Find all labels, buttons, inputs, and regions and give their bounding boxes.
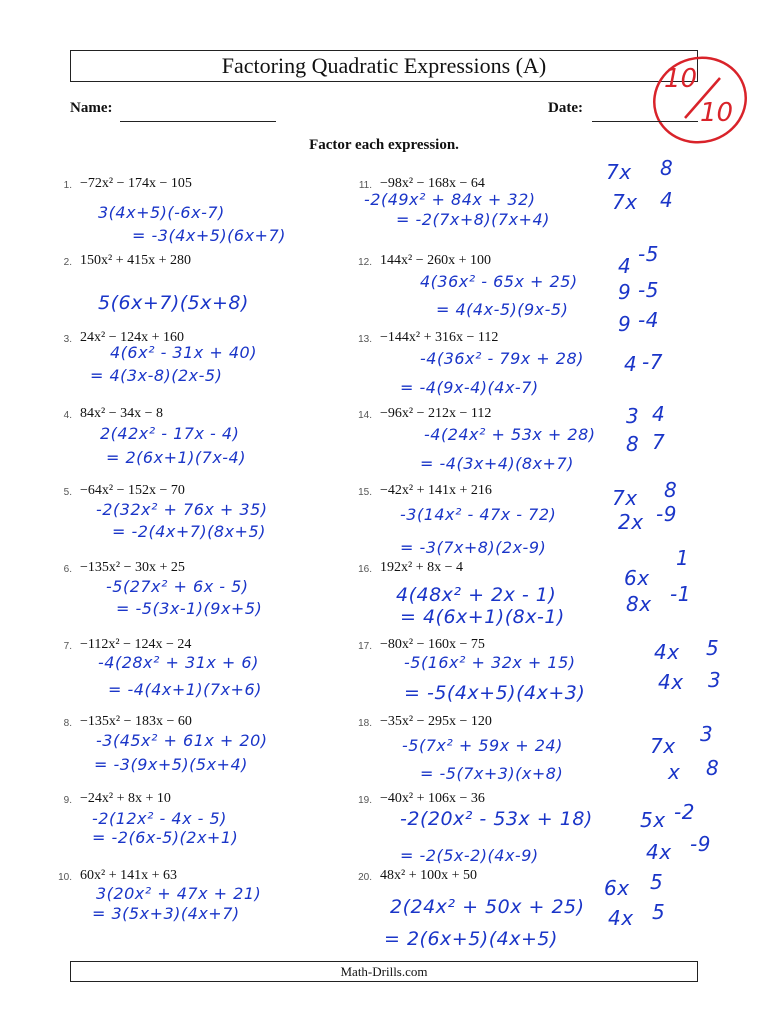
instructions: Factor each expression. bbox=[309, 137, 459, 153]
side-work-term: 7 bbox=[652, 430, 666, 454]
date-label: Date: bbox=[548, 100, 583, 116]
handwritten-work: = -4(3x+4)(8x+7) bbox=[420, 454, 574, 473]
side-work-term: -9 bbox=[656, 502, 677, 526]
side-work-term: -4 bbox=[638, 308, 659, 332]
problem-number: 8. bbox=[63, 718, 72, 729]
problem-number: 20. bbox=[358, 872, 372, 883]
side-work-term: 4x bbox=[654, 640, 680, 664]
problem-expression: −24x² + 8x + 10 bbox=[80, 791, 171, 806]
handwritten-work: = -3(7x+8)(2x-9) bbox=[400, 538, 547, 557]
side-work-term: x bbox=[668, 760, 681, 784]
side-work-term: 2x bbox=[618, 510, 644, 534]
side-work-term: 9 bbox=[618, 312, 632, 336]
problem-number: 11. bbox=[358, 180, 372, 191]
problem-expression: −64x² − 152x − 70 bbox=[80, 483, 185, 498]
side-work-term: 8 bbox=[706, 756, 720, 780]
side-work-term: 3 bbox=[708, 668, 722, 692]
side-work-term: -7 bbox=[642, 350, 663, 374]
side-work-term: 3 bbox=[700, 722, 714, 746]
handwritten-work: = -5(4x+5)(4x+3) bbox=[404, 682, 586, 704]
problem-expression: −98x² − 168x − 64 bbox=[380, 176, 485, 191]
problem-expression: −42x² + 141x + 216 bbox=[380, 483, 492, 498]
side-work-term: -5 bbox=[638, 278, 659, 302]
side-work-term: 4 bbox=[652, 402, 666, 426]
problem-expression: 48x² + 100x + 50 bbox=[380, 868, 477, 883]
problem-expression: 24x² − 124x + 160 bbox=[80, 330, 184, 345]
handwritten-work: -5(27x² + 6x - 5) bbox=[106, 577, 249, 596]
handwritten-work: 3(4x+5)(-6x-7) bbox=[98, 203, 225, 222]
handwritten-work: = 4(3x-8)(2x-5) bbox=[90, 366, 223, 385]
handwritten-work: 3(20x² + 47x + 21) bbox=[96, 884, 262, 903]
worksheet-title: Factoring Quadratic Expressions (A) bbox=[70, 50, 698, 82]
problem-number: 16. bbox=[358, 564, 372, 575]
side-work-term: 7x bbox=[612, 190, 638, 214]
handwritten-work: -4(24x² + 53x + 28) bbox=[424, 425, 596, 444]
grade-score-top: 10 bbox=[664, 64, 698, 94]
problem-expression: −135x² − 30x + 25 bbox=[80, 560, 185, 575]
side-work-term: 4 bbox=[624, 352, 638, 376]
handwritten-work: = 2(6x+1)(7x-4) bbox=[106, 448, 246, 467]
handwritten-work: 4(36x² - 65x + 25) bbox=[420, 272, 578, 291]
handwritten-work: 4(6x² - 31x + 40) bbox=[110, 343, 257, 362]
problem-expression: −112x² − 124x − 24 bbox=[80, 637, 192, 652]
date-field-line bbox=[592, 121, 698, 122]
problem-expression: 150x² + 415x + 280 bbox=[80, 253, 191, 268]
problem-number: 7. bbox=[63, 641, 72, 652]
side-work-term: 5 bbox=[652, 900, 666, 924]
handwritten-work: = -3(9x+5)(5x+4) bbox=[94, 755, 248, 774]
side-work-term: 7x bbox=[606, 160, 632, 184]
handwritten-work: 2(24x² + 50x + 25) bbox=[390, 896, 585, 918]
side-work-term: 3 bbox=[626, 404, 640, 428]
problem-number: 12. bbox=[358, 257, 372, 268]
problem-number: 6. bbox=[63, 564, 72, 575]
side-work-term: -5 bbox=[638, 242, 659, 266]
handwritten-work: -4(28x² + 31x + 6) bbox=[98, 653, 259, 672]
handwritten-work: = -5(7x+3)(x+8) bbox=[420, 764, 564, 783]
problem-expression: −72x² − 174x − 105 bbox=[80, 176, 192, 191]
handwritten-work: -2(12x² - 4x - 5) bbox=[92, 809, 227, 828]
problem-expression: 60x² + 141x + 63 bbox=[80, 868, 177, 883]
side-work-term: -1 bbox=[670, 582, 691, 606]
side-work-term: 4 bbox=[660, 188, 674, 212]
handwritten-work: -5(7x² + 59x + 24) bbox=[402, 736, 563, 755]
problem-number: 9. bbox=[63, 795, 72, 806]
side-work-term: 4x bbox=[608, 906, 634, 930]
side-work-term: 8 bbox=[660, 156, 674, 180]
side-work-term: -9 bbox=[690, 832, 711, 856]
handwritten-work: = -5(3x-1)(9x+5) bbox=[116, 599, 263, 618]
problem-expression: −144x² + 316x − 112 bbox=[380, 330, 499, 345]
handwritten-work: -5(16x² + 32x + 15) bbox=[404, 653, 576, 672]
handwritten-work: = -2(5x-2)(4x-9) bbox=[400, 846, 539, 865]
side-work-term: 4x bbox=[658, 670, 684, 694]
handwritten-work: = 3(5x+3)(4x+7) bbox=[92, 904, 240, 923]
side-work-term: 7x bbox=[612, 486, 638, 510]
problem-number: 18. bbox=[358, 718, 372, 729]
footer-source: Math-Drills.com bbox=[70, 961, 698, 982]
handwritten-work: = -2(7x+8)(7x+4) bbox=[396, 210, 550, 229]
problem-number: 3. bbox=[63, 334, 72, 345]
handwritten-work: = -4(4x+1)(7x+6) bbox=[108, 680, 262, 699]
problem-expression: 84x² − 34x − 8 bbox=[80, 406, 163, 421]
grade-score-bottom: 10 bbox=[700, 98, 734, 128]
side-work-term: 8x bbox=[626, 592, 652, 616]
handwritten-work: -2(32x² + 76x + 35) bbox=[96, 500, 268, 519]
side-work-term: 4 bbox=[618, 254, 632, 278]
handwritten-work: = 4(6x+1)(8x-1) bbox=[400, 606, 565, 628]
problem-number: 10. bbox=[58, 872, 72, 883]
name-label: Name: bbox=[70, 100, 113, 116]
side-work-term: 7x bbox=[650, 734, 676, 758]
problem-expression: −35x² − 295x − 120 bbox=[380, 714, 492, 729]
problem-number: 17. bbox=[358, 641, 372, 652]
problem-expression: −40x² + 106x − 36 bbox=[380, 791, 485, 806]
problem-expression: 144x² − 260x + 100 bbox=[380, 253, 491, 268]
problem-number: 19. bbox=[358, 795, 372, 806]
problem-number: 13. bbox=[358, 334, 372, 345]
side-work-term: 1 bbox=[676, 546, 690, 570]
side-work-term: 9 bbox=[618, 280, 632, 304]
problem-number: 1. bbox=[63, 180, 72, 191]
handwritten-work: = -4(9x-4)(4x-7) bbox=[400, 378, 539, 397]
handwritten-work: -3(45x² + 61x + 20) bbox=[96, 731, 268, 750]
handwritten-work: = 2(6x+5)(4x+5) bbox=[384, 928, 558, 950]
handwritten-work: -3(14x² - 47x - 72) bbox=[400, 505, 557, 524]
handwritten-work: -2(20x² - 53x + 18) bbox=[400, 808, 593, 830]
side-work-term: 5x bbox=[640, 808, 666, 832]
side-work-term: 4x bbox=[646, 840, 672, 864]
handwritten-work: = -3(4x+5)(6x+7) bbox=[132, 226, 286, 245]
problem-number: 14. bbox=[358, 410, 372, 421]
problem-expression: −135x² − 183x − 60 bbox=[80, 714, 192, 729]
problem-expression: −96x² − 212x − 112 bbox=[380, 406, 492, 421]
handwritten-work: -2(49x² + 84x + 32) bbox=[364, 190, 536, 209]
problem-expression: −80x² − 160x − 75 bbox=[380, 637, 485, 652]
problem-number: 15. bbox=[358, 487, 372, 498]
name-field-line bbox=[120, 121, 276, 122]
side-work-term: 6x bbox=[624, 566, 650, 590]
side-work-term: 6x bbox=[604, 876, 630, 900]
problem-number: 4. bbox=[63, 410, 72, 421]
handwritten-work: = -2(6x-5)(2x+1) bbox=[92, 828, 239, 847]
side-work-term: 8 bbox=[626, 432, 640, 456]
side-work-term: 5 bbox=[650, 870, 664, 894]
side-work-term: -2 bbox=[674, 800, 695, 824]
handwritten-work: 4(48x² + 2x - 1) bbox=[396, 584, 557, 606]
handwritten-work: -4(36x² - 79x + 28) bbox=[420, 349, 584, 368]
handwritten-work: = 4(4x-5)(9x-5) bbox=[436, 300, 569, 319]
handwritten-work: 5(6x+7)(5x+8) bbox=[98, 292, 249, 314]
problem-expression: 192x² + 8x − 4 bbox=[380, 560, 463, 575]
side-work-term: 5 bbox=[706, 636, 720, 660]
side-work-term: 8 bbox=[664, 478, 678, 502]
problem-number: 5. bbox=[63, 487, 72, 498]
problem-number: 2. bbox=[63, 257, 72, 268]
handwritten-work: = -2(4x+7)(8x+5) bbox=[112, 522, 266, 541]
handwritten-work: 2(42x² - 17x - 4) bbox=[100, 424, 240, 443]
